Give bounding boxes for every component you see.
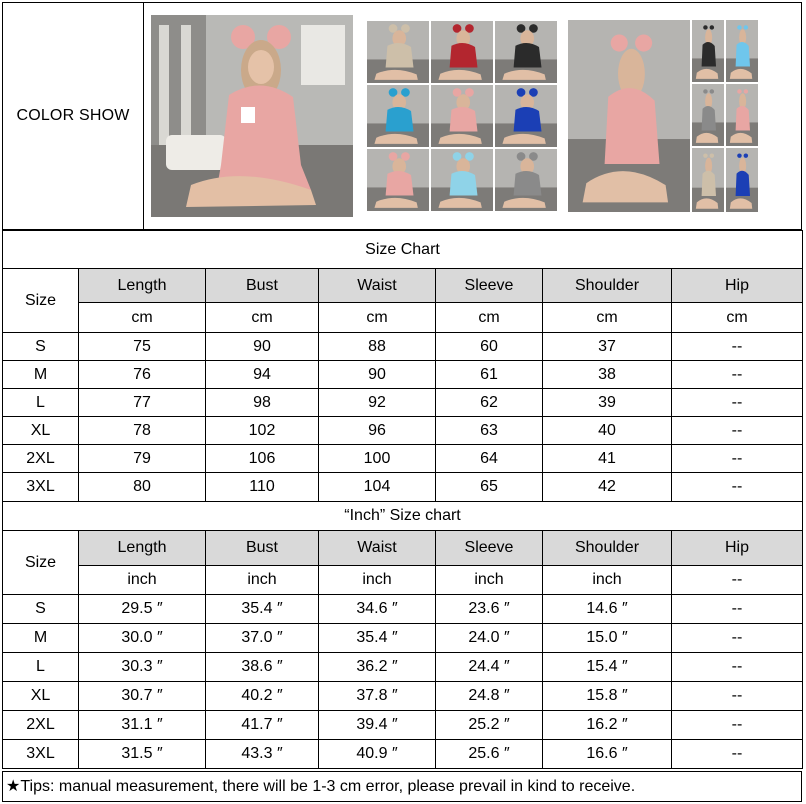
table-cell: 15.8 ″ xyxy=(543,682,672,711)
table-cell: 14.6 ″ xyxy=(543,595,672,624)
color-thumbnail xyxy=(367,149,429,211)
color-thumbnail xyxy=(568,20,690,212)
table-cell: 63 xyxy=(436,417,543,445)
size-label: XL xyxy=(3,682,79,711)
col-shoulder: Shoulder xyxy=(543,269,672,303)
size-column-header: Size xyxy=(3,269,79,333)
table-cell: 24.4 ″ xyxy=(436,653,543,682)
table-cell: 16.2 ″ xyxy=(543,711,672,740)
col-bust: Bust xyxy=(206,269,319,303)
size-chart-inch-table xyxy=(2,501,803,769)
table-row xyxy=(3,361,803,389)
table-row xyxy=(3,445,803,473)
table-cell: 75 xyxy=(79,333,206,361)
cm-table-body xyxy=(3,333,803,502)
table-cell: 104 xyxy=(319,473,436,502)
inch-col-hip: Hip xyxy=(672,531,803,566)
inch-unit-hip: -- xyxy=(672,566,803,595)
table-cell: -- xyxy=(672,333,803,361)
table-cell: 78 xyxy=(79,417,206,445)
table-cell: 60 xyxy=(436,333,543,361)
table-cell: 80 xyxy=(79,473,206,502)
table-row xyxy=(3,473,803,502)
size-label: M xyxy=(3,624,79,653)
photo-color-collage xyxy=(568,20,758,212)
size-chart-title: Size Chart xyxy=(3,231,803,269)
table-cell: 39 xyxy=(543,389,672,417)
table-cell: 36.2 ″ xyxy=(319,653,436,682)
size-label: 2XL xyxy=(3,445,79,473)
table-cell: 65 xyxy=(436,473,543,502)
table-row xyxy=(3,711,803,740)
table-cell: 38.6 ″ xyxy=(206,653,319,682)
color-thumbnail xyxy=(692,148,724,212)
table-cell: -- xyxy=(672,389,803,417)
size-label: S xyxy=(3,595,79,624)
table-row xyxy=(3,624,803,653)
table-cell: -- xyxy=(672,445,803,473)
table-cell: 41.7 ″ xyxy=(206,711,319,740)
color-thumbnail xyxy=(367,85,429,147)
color-thumbnail xyxy=(431,21,493,83)
table-cell: 35.4 ″ xyxy=(319,624,436,653)
table-cell: -- xyxy=(672,711,803,740)
table-cell: -- xyxy=(672,473,803,502)
table-cell: 34.6 ″ xyxy=(319,595,436,624)
table-cell: 90 xyxy=(206,333,319,361)
table-cell: -- xyxy=(672,682,803,711)
size-label: L xyxy=(3,653,79,682)
unit-hip: cm xyxy=(672,303,803,333)
table-row xyxy=(3,389,803,417)
inch-size-column-header: Size xyxy=(3,531,79,595)
table-cell: 64 xyxy=(436,445,543,473)
unit-length: cm xyxy=(79,303,206,333)
table-cell: 16.6 ″ xyxy=(543,740,672,769)
color-thumbnail xyxy=(431,149,493,211)
table-row xyxy=(3,682,803,711)
col-sleeve: Sleeve xyxy=(436,269,543,303)
table-cell: -- xyxy=(672,595,803,624)
table-cell: 43.3 ″ xyxy=(206,740,319,769)
table-cell: 31.5 ″ xyxy=(79,740,206,769)
inch-unit-length: inch xyxy=(79,566,206,595)
size-label: XL xyxy=(3,417,79,445)
table-cell: 76 xyxy=(79,361,206,389)
table-cell: 30.3 ″ xyxy=(79,653,206,682)
table-cell: 40.2 ″ xyxy=(206,682,319,711)
table-cell: 30.0 ″ xyxy=(79,624,206,653)
table-cell: 35.4 ″ xyxy=(206,595,319,624)
table-cell: 92 xyxy=(319,389,436,417)
color-thumbnail xyxy=(726,84,758,146)
table-cell: 30.7 ″ xyxy=(79,682,206,711)
tips-note: ★Tips: manual measurement, there will be 1-3 cm error, please prevail in kind to receive. xyxy=(2,771,802,802)
inch-unit-sleeve: inch xyxy=(436,566,543,595)
table-cell: 38 xyxy=(543,361,672,389)
col-length: Length xyxy=(79,269,206,303)
color-thumbnail xyxy=(431,85,493,147)
table-cell: 62 xyxy=(436,389,543,417)
inch-unit-waist: inch xyxy=(319,566,436,595)
table-cell: 77 xyxy=(79,389,206,417)
table-cell: 42 xyxy=(543,473,672,502)
inch-col-bust: Bust xyxy=(206,531,319,566)
table-cell: 41 xyxy=(543,445,672,473)
inch-chart-title: “Inch” Size chart xyxy=(3,502,803,531)
table-cell: 40 xyxy=(543,417,672,445)
table-row xyxy=(3,595,803,624)
table-cell: 61 xyxy=(436,361,543,389)
table-row xyxy=(3,653,803,682)
size-label: 3XL xyxy=(3,740,79,769)
inch-col-waist: Waist xyxy=(319,531,436,566)
table-cell: 39.4 ″ xyxy=(319,711,436,740)
col-hip: Hip xyxy=(672,269,803,303)
size-label: S xyxy=(3,333,79,361)
table-cell: -- xyxy=(672,361,803,389)
table-cell: 90 xyxy=(319,361,436,389)
table-cell: 37 xyxy=(543,333,672,361)
table-cell: 25.6 ″ xyxy=(436,740,543,769)
table-cell: 106 xyxy=(206,445,319,473)
size-label: 2XL xyxy=(3,711,79,740)
table-cell: 37.8 ″ xyxy=(319,682,436,711)
color-thumbnail xyxy=(692,20,724,82)
unit-bust: cm xyxy=(206,303,319,333)
color-thumbnail xyxy=(726,20,758,82)
table-cell: 25.2 ″ xyxy=(436,711,543,740)
photo-main-pink xyxy=(151,15,353,217)
photo-color-grid xyxy=(366,20,558,212)
table-cell: -- xyxy=(672,653,803,682)
table-cell: 94 xyxy=(206,361,319,389)
size-label: 3XL xyxy=(3,473,79,502)
inch-unit-bust: inch xyxy=(206,566,319,595)
table-cell: 15.0 ″ xyxy=(543,624,672,653)
unit-shoulder: cm xyxy=(543,303,672,333)
color-thumbnail xyxy=(692,84,724,146)
unit-sleeve: cm xyxy=(436,303,543,333)
table-cell: 31.1 ″ xyxy=(79,711,206,740)
table-cell: 98 xyxy=(206,389,319,417)
table-cell: -- xyxy=(672,417,803,445)
table-cell: -- xyxy=(672,740,803,769)
inch-unit-shoulder: inch xyxy=(543,566,672,595)
inch-col-sleeve: Sleeve xyxy=(436,531,543,566)
color-show-label: COLOR SHOW xyxy=(3,3,144,229)
table-cell: 102 xyxy=(206,417,319,445)
size-label: M xyxy=(3,361,79,389)
color-thumbnail xyxy=(367,21,429,83)
size-chart-cm-table xyxy=(2,230,803,502)
unit-waist: cm xyxy=(319,303,436,333)
table-cell: 29.5 ″ xyxy=(79,595,206,624)
size-label: L xyxy=(3,389,79,417)
color-thumbnail xyxy=(495,21,557,83)
col-waist: Waist xyxy=(319,269,436,303)
table-cell: 40.9 ″ xyxy=(319,740,436,769)
table-cell: 24.0 ″ xyxy=(436,624,543,653)
color-thumbnail xyxy=(495,85,557,147)
inch-table-body xyxy=(3,595,803,769)
table-cell: 15.4 ″ xyxy=(543,653,672,682)
table-cell: 24.8 ″ xyxy=(436,682,543,711)
table-row xyxy=(3,333,803,361)
table-cell: 88 xyxy=(319,333,436,361)
color-thumbnail xyxy=(726,148,758,212)
table-cell: 96 xyxy=(319,417,436,445)
inch-col-shoulder: Shoulder xyxy=(543,531,672,566)
table-row xyxy=(3,740,803,769)
color-show-section xyxy=(2,2,802,230)
table-cell: 100 xyxy=(319,445,436,473)
inch-col-length: Length xyxy=(79,531,206,566)
table-cell: 23.6 ″ xyxy=(436,595,543,624)
table-cell: 37.0 ″ xyxy=(206,624,319,653)
color-thumbnail xyxy=(495,149,557,211)
table-row xyxy=(3,417,803,445)
table-cell: 79 xyxy=(79,445,206,473)
table-cell: -- xyxy=(672,624,803,653)
table-cell: 110 xyxy=(206,473,319,502)
